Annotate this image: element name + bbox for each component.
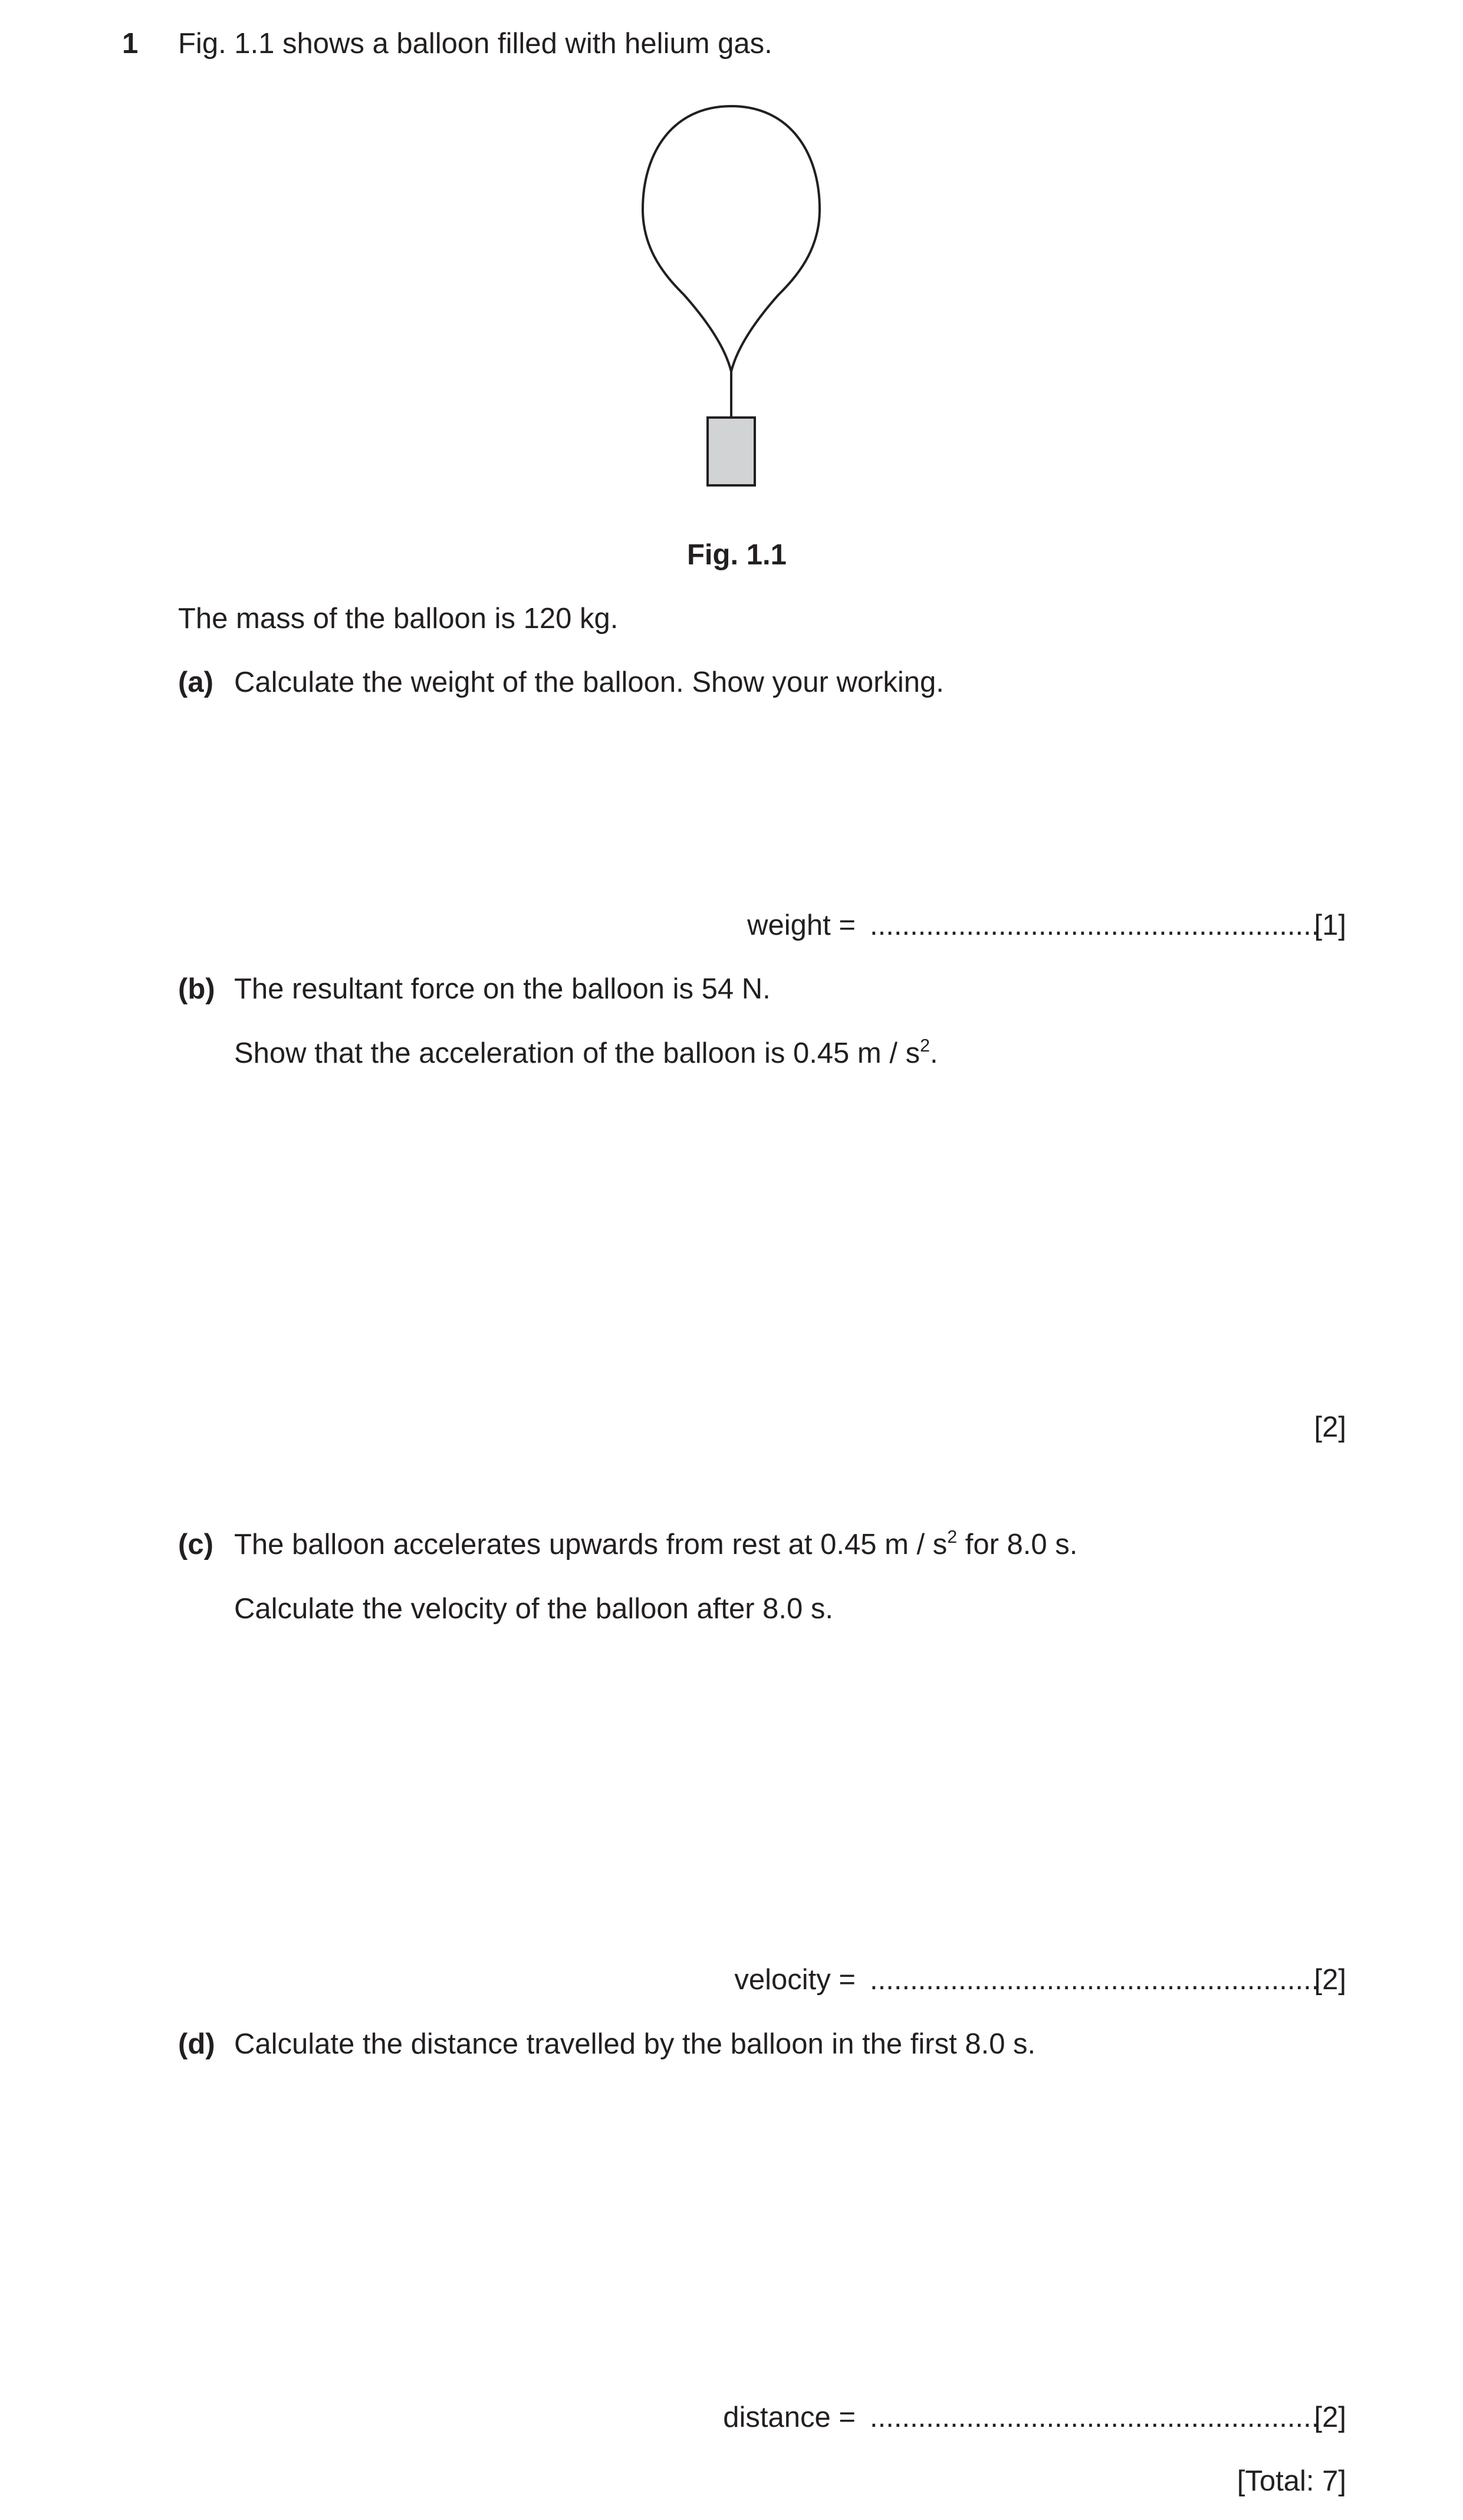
weight-answer-label: weight = (747, 909, 856, 941)
part-c-marks: [2] (1314, 1964, 1346, 1996)
question-intro: Fig. 1.1 shows a balloon filled with helium gas. (178, 28, 772, 60)
part-d-marks: [2] (1314, 2401, 1346, 2433)
distance-answer-label: distance = (723, 2401, 856, 2433)
balloon-figure (607, 88, 855, 501)
figure-caption: Fig. 1.1 (687, 539, 787, 571)
mass-statement: The mass of the balloon is 120 kg. (178, 603, 619, 635)
part-c-text2: Calculate the velocity of the balloon after 8.0 s. (234, 1593, 833, 1625)
weight-answer-line[interactable]: ........................................................ (870, 909, 1320, 941)
part-d-label: (d) (178, 2028, 215, 2060)
part-c-text-end: for 8.0 s. (957, 1529, 1078, 1560)
balloon-basket (708, 418, 755, 485)
total-marks: [Total: 7] (1237, 2465, 1346, 2497)
velocity-answer-label: velocity = (734, 1964, 856, 1996)
part-a-text: Calculate the weight of the balloon. Show your working. (234, 666, 944, 698)
part-d-text: Calculate the distance travelled by the balloon in the first 8.0 s. (234, 2028, 1036, 2060)
part-b-text2-sup: 2 (920, 1036, 930, 1056)
velocity-answer-line[interactable]: ........................................................ (870, 1964, 1320, 1996)
part-c-text-main: The balloon accelerates upwards from rest at 0.45 m / s (234, 1529, 948, 1560)
part-c-label: (c) (178, 1529, 213, 1560)
part-a-marks: [1] (1314, 909, 1346, 941)
part-b-text: The resultant force on the balloon is 54 N. (234, 973, 771, 1005)
part-b-text2-main: Show that the acceleration of the balloon is 0.45 m / s (234, 1037, 920, 1069)
part-c-text (234, 1527, 1078, 1560)
part-c-text-sup: 2 (947, 1527, 958, 1548)
part-b-text2 (234, 1036, 938, 1069)
part-b-text2-end: . (930, 1037, 938, 1069)
part-b-label: (b) (178, 973, 215, 1005)
part-a-label: (a) (178, 666, 213, 698)
question-number: 1 (122, 28, 139, 60)
part-b-marks: [2] (1314, 1411, 1346, 1443)
distance-answer-line[interactable]: ........................................................ (870, 2401, 1320, 2433)
balloon-envelope (643, 106, 820, 372)
